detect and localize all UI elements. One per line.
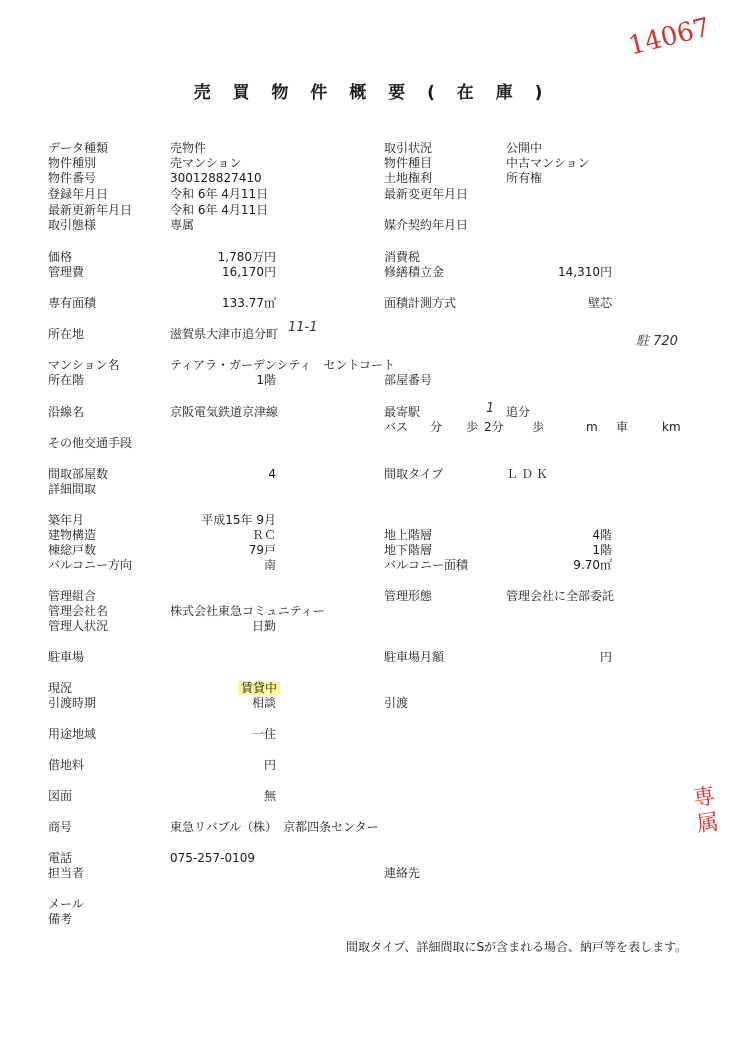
manager-value: 日勤	[251, 619, 276, 633]
trade-mode-value: 専属	[170, 218, 195, 232]
staff-label: 担当者	[48, 866, 85, 880]
built-value: 平成15年 9月	[201, 513, 276, 527]
data-type-label: データ種類	[48, 141, 109, 155]
station-label: 最寄駅	[384, 405, 421, 419]
handover-time-label: 引渡時期	[48, 696, 97, 710]
mgmt-company-label: 管理会社名	[48, 604, 109, 618]
bus-min-unit: 分	[430, 420, 443, 434]
phone-value: 075-257-0109	[170, 851, 256, 865]
item-value: 中古マンション	[506, 156, 590, 170]
property-no-label: 物件番号	[48, 171, 97, 185]
handover-label: 引渡	[384, 696, 409, 710]
drawing-label: 図面	[48, 789, 73, 803]
structure-value: ＲＣ	[251, 528, 276, 542]
area-label: 専有面積	[48, 296, 97, 310]
drawing-value: 無	[263, 789, 276, 803]
trade-status-label: 取引状況	[384, 141, 433, 155]
mansion-value: ティアラ・ガーデンシティ セントコート	[170, 358, 396, 372]
rooms-value: 4	[268, 467, 276, 481]
handover-time-value: 相談	[251, 696, 276, 710]
measure-value: 壁芯	[587, 296, 612, 310]
line-label: 沿線名	[48, 405, 85, 419]
status-highlight: 賃貸中	[238, 681, 280, 695]
floors-above-value: 4階	[592, 528, 612, 542]
pen-walk-note: 1	[486, 401, 495, 416]
parking-label: 駐車場	[48, 650, 85, 664]
walk2-label: 歩	[532, 420, 545, 434]
pen-address-note: 11-1	[288, 320, 318, 335]
land-rent-value: 円	[263, 758, 276, 772]
station-value: 追分	[506, 405, 531, 419]
property-no-value: 300128827410	[170, 171, 262, 185]
mansion-label: マンション名	[48, 358, 120, 372]
room-no-label: 部屋番号	[384, 373, 433, 387]
location-label: 所在地	[48, 327, 85, 341]
measure-label: 面積計測方式	[384, 296, 457, 310]
built-label: 築年月	[48, 513, 85, 527]
balcony-dir-value: 南	[263, 558, 276, 572]
parking-fee-value: 円	[599, 650, 612, 664]
pen-parking-note: 駐 720	[636, 334, 678, 349]
page-title: 売 買 物 件 概 要 ( 在 庫 )	[193, 83, 551, 103]
detail-layout-label: 詳細間取	[48, 482, 97, 496]
floors-below-label: 地下階層	[384, 543, 433, 557]
updated-label: 最新更新年月日	[48, 203, 133, 217]
phone-label: 電話	[48, 851, 73, 865]
registered-value: 令和 6年 4月11日	[170, 187, 269, 201]
floor-label: 所在階	[48, 373, 85, 387]
parking-fee-label: 駐車場月額	[384, 650, 445, 664]
trade-mode-label: 取引態様	[48, 218, 97, 232]
contact-label: 連絡先	[384, 866, 421, 880]
property-kind-label: 物件種別	[48, 156, 97, 170]
manager-label: 管理人状況	[48, 619, 109, 633]
layout-type-label: 間取タイプ	[384, 467, 444, 481]
car-label: 車	[616, 420, 629, 434]
zoning-label: 用途地域	[48, 727, 97, 741]
land-right-label: 土地権利	[384, 171, 433, 185]
handwritten-number: 14067	[625, 12, 714, 62]
trade-status-value: 公開中	[506, 141, 543, 155]
agency-date-label: 媒介契約年月日	[384, 218, 469, 232]
repair-fund-label: 修繕積立金	[384, 265, 445, 279]
zoning-value: 一住	[251, 727, 276, 741]
mgmt-fee-label: 管理費	[48, 265, 85, 279]
other-transport-label: その他交通手段	[48, 436, 133, 450]
location-value: 滋賀県大津市追分町	[170, 327, 279, 341]
property-kind-value: 売マンション	[170, 156, 242, 170]
line-value: 京阪電気鉄道京津線	[170, 405, 279, 419]
layout-type-value: ＬＤＫ	[506, 467, 552, 481]
walk-label: 歩	[466, 420, 479, 434]
status-label: 現況	[48, 681, 73, 695]
walk-min-value: 2分	[484, 420, 504, 434]
status-value	[170, 681, 280, 695]
trade-name-label: 商号	[48, 820, 73, 834]
last-change-label: 最新変更年月日	[384, 187, 469, 201]
footer-note: 間取タイプ、詳細間取にSが含まれる場合、納戸等を表します。	[346, 940, 688, 954]
bus-label: バス	[384, 420, 409, 434]
union-label: 管理組合	[48, 589, 97, 603]
land-rent-label: 借地料	[48, 758, 85, 772]
floor-value: 1階	[256, 373, 276, 387]
mgmt-fee-value: 16,170円	[222, 265, 276, 279]
rooms-label: 間取部屋数	[48, 467, 109, 481]
handwritten-note: 専属	[691, 783, 721, 838]
units-value: 79戸	[248, 543, 276, 557]
email-label: メール	[48, 897, 84, 911]
balcony-area-value: 9.70㎡	[573, 558, 612, 572]
price-value: 1,780万円	[217, 250, 276, 264]
balcony-dir-label: バルコニー方向	[48, 558, 133, 572]
item-label: 物件種目	[384, 156, 433, 170]
m-unit: m	[586, 420, 598, 434]
structure-label: 建物構造	[48, 528, 97, 542]
balcony-area-label: バルコニー面積	[384, 558, 469, 572]
mgmt-form-label: 管理形態	[384, 589, 433, 603]
tax-label: 消費税	[384, 250, 421, 264]
mgmt-form-value: 管理会社に全部委託	[506, 589, 615, 603]
repair-fund-value: 14,310円	[558, 265, 612, 279]
km-unit: km	[662, 420, 681, 434]
land-right-value: 所有権	[506, 171, 543, 185]
floors-below-value: 1階	[592, 543, 612, 557]
data-type-value: 売物件	[170, 141, 207, 155]
price-label: 価格	[48, 250, 73, 264]
mgmt-company-value: 株式会社東急コミュニティー	[170, 604, 325, 618]
updated-value: 令和 6年 4月11日	[170, 203, 269, 217]
area-value: 133.77㎡	[222, 296, 276, 310]
trade-name-value: 東急リバブル（株） 京都四条センター	[170, 820, 379, 834]
floors-above-label: 地上階層	[384, 528, 433, 542]
registered-label: 登録年月日	[48, 187, 109, 201]
units-label: 棟総戸数	[48, 543, 97, 557]
remarks-label: 備考	[48, 912, 73, 926]
